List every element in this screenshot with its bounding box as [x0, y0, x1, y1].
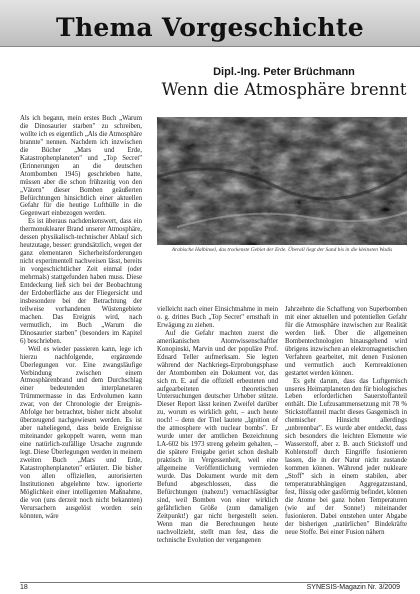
page-number: 18 [20, 584, 28, 591]
paragraph: Jahrzehnte die Schaffung von Superbomben mit einer aktuellen und potentiellen Gefahr für die Atmosphäre inzwischen zur Realität werden ließ. Über die allgemeinen Bombentechnologien hinausgehend wird übrigens inzwischen an elektromagnetischen Verfahren gearbeitet, mit denen Fusionen und vermutlich auch Kernreaktionen gestartet werden können. [285, 306, 407, 377]
magazine-issue: SYNESIS-Magazin Nr. 3/2009 [306, 584, 400, 591]
section-banner [0, 0, 420, 47]
section-title: Thema Vorgeschichte [56, 13, 364, 42]
terrain-image [157, 117, 407, 245]
paragraph: Als ich begann, mein erstes Buch „Warum die Dinosaurier starben" zu schreiben, wollte ich es eigentlich „Als die Atmosphäre brannte" nennen. Nachdem ich inzwischen die Bücher „Mars und Erde, Katastrophenplaneten" und „Top Secret" (Erinnerungen an die deutschen Atombomben 1945) geschrieben hatte, müssen aber die schon frühzeitig von den „Vätern" dieser Bomben geäußerten Befürchtungen hinsichtlich einer aktuellen Gefahr für die heutige Lufthülle in die Gegenwart einbezogen werden. [20, 115, 142, 218]
paragraph: Es geht darum, dass das Luftgemisch unseres Heimatplaneten den für biologisches Leben erforderlichen Sauerstoffanteil enthält. Die Lufzusammensetzung mit 78 % Stickstoffanteil macht dieses Gasgemisch in chemischer Hinsicht allerdings „unbrennbar". Es wurde aber entdeckt, dass sich besonders die leichten Elemente wie Wasserstoff, aber z. B. auch Stickstoff und Kohlenstoff durch Eingriffe fusionieren lassen, die in der Natur nicht zustande kommen können. Während jeder nukleare „Stoff" sich in einem stabilen, aber temperaturabhängigen Aggregatzustand, fest, flüssig oder gasförmig befindet, können die Atome bei ganz hohen Temperaturen (wie auf der Sonne!) miteinander fusionieren. Dabei entstehen unter Abgabe der bisherigen „natürlichen" Bindekräfte neue Stoffe. Bei einer Fusion nähern [285, 377, 407, 536]
text-column-right [285, 306, 407, 582]
paragraph: Es ist überaus nachdenkenswert, dass ein thermonuklearer Brand unserer Atmosphäre, dessen physikalisch-technischer Ablauf sich heutzutage, besser: grundsätzlich, wegen der ganz elementaren Sicherheitsforderungen nicht experimentell nachweisen lässt, bereits in vorgeschichtlicher Zeit einmal (oder mehrmals) stattgefunden haben muss. Diese Entdeckung ließ sich bei der Beobachtung der Erdoberfläche aus der Fliegersicht und insbesondere bei der Betrachtung der teilweise vorhandenen Wüstengebiete machen. Das Ereignis wird, nach vermutlich, im Buch „Warum die Dinosaurier starben" (besonders im Kapitel 6) beschrieben. [20, 218, 142, 345]
paragraph: vielleicht nach einer Einsichtnahme in mein o. g. drittes Buch „Top Secret" ernsthaft in Erwägung zu ziehen. [157, 306, 278, 329]
paragraph: Auf die Gefahr machten zuerst die amerikanischen Atomwissenschaftler Konopinski, Marvin und der populäre Prof. Eduard Teller aufmerksam. Sie legten während der Nachkriegs-Erprobungsphase der Atombomben ein Dokument vor, das sich m. E. auf die offiziell erbeuteten und aufgearbeiteten theoretischen Untersuchungen deutscher Urheber stützte. Dieser Report lässt keinen Zweifel darüber zu, worum es wirklich geht, – auch heute noch! – denn der Titel lautete „Ignition of the atmosphere with nuclear bombs". Er wurde unter der amtlichen Bezeichnung LA-602 bis 1973 streng geheim gehalten, – die spätere Freigabe geriet schon deshalb praktisch in Vergessenheit, weil eine allgemeine Veröffentlichung vermieden wurde. Das Dokument wurde mit dem Befund abgeschlossen, dass die Befürchtungen (nahezu!) vernachlässigbar sind, weil Bomben von einer wirklich gefährlichen Größe (zum damaligen Zeitpunkt!) gar nicht hergestellt seien. Wenn man die Berechnungen heute nachvollzieht, stellt man fest, dass die technische Evolution der vergangenen [157, 329, 278, 544]
footer-divider [20, 582, 400, 583]
article-title: Wenn die Atmosphäre brennt [161, 80, 407, 99]
desert-aerial-photo [157, 117, 407, 245]
photo-caption: Arabische Halbinsel, das trockenste Gebiet der Erde. Überall liegt der Sand bis in die kleinsten Wadis [171, 247, 393, 253]
paragraph: Weil es wieder passieren kann, lege ich hierzu nachfolgende, ergänzende Überlegungen vor. Eine zwangsläufige Verbindung zwischen einem Atmosphärenbrand und dem Durchschlag einer bedeutenden interplanetaren Trümmermasse in das Erdvolumen kann zwar, von der Chronologie der Ereignis-Abfolge her betrachtet, bisher nicht absolut überzeugend nachgewiesen werden. Es ist aber naheliegend, dass beide Ereignisse miteinander gekoppelt waren, wenn man eine natürlich-zufällige Ursache zugrunde legt. Diese Überlegungen werden in meinem zweiten Buch „Mars und Erde, Katastrophenplaneten" erläutert. Die bisher von allen offiziellen, autorisierten Institutionen abgelehnte bzw. ignorierte Möglichkeit einer intelligenten Maßnahme, die von (uns derzeit noch nicht bekannten) Verursachern ausgelöst worden sein könnten, wäre [20, 345, 142, 520]
article-author: Dipl.-Ing. Peter Brüchmann [213, 66, 355, 78]
text-column-left [20, 115, 142, 581]
text-column-middle [157, 306, 278, 582]
